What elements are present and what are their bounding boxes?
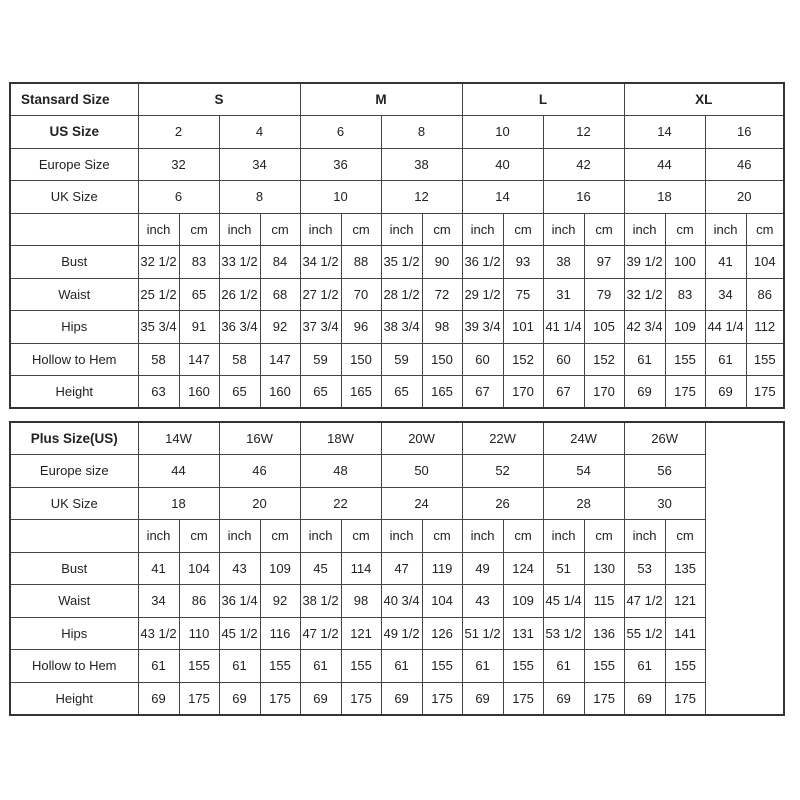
- blank-cell: [705, 487, 784, 520]
- unit-inch-cell: inch: [381, 213, 422, 246]
- measurement-cell: 38 1/2: [300, 585, 341, 618]
- measurement-cell: 147: [179, 343, 219, 376]
- measurement-cell: 72: [422, 278, 462, 311]
- unit-inch-cell: inch: [138, 520, 179, 553]
- measurement-cell: 37 3/4: [300, 311, 341, 344]
- measurement-cell: 92: [260, 585, 300, 618]
- blank-cell: [705, 682, 784, 715]
- us-size-cell: 10: [462, 116, 543, 149]
- measurement-cell: 121: [341, 617, 381, 650]
- measurement-cell: 105: [584, 311, 624, 344]
- measurement-cell: 26 1/2: [219, 278, 260, 311]
- measurement-cell: 86: [746, 278, 784, 311]
- measurement-cell: 170: [503, 376, 543, 409]
- europe-size-row: [10, 148, 784, 181]
- measurement-cell: 175: [665, 682, 705, 715]
- measurement-cell: 110: [179, 617, 219, 650]
- measurement-cell: 97: [584, 246, 624, 279]
- measurement-cell: 59: [381, 343, 422, 376]
- measurement-cell: 130: [584, 552, 624, 585]
- measurement-cell: 175: [503, 682, 543, 715]
- measurement-cell: 36 1/2: [462, 246, 503, 279]
- measurement-cell: 112: [746, 311, 784, 344]
- unit-inch-cell: inch: [219, 213, 260, 246]
- plus-size-header: Plus Size(US): [10, 422, 138, 455]
- measurement-cell: 35 3/4: [138, 311, 179, 344]
- measurement-cell: 88: [341, 246, 381, 279]
- plus-size-table: [9, 421, 785, 716]
- uk-size-label: UK Size: [10, 181, 138, 214]
- measurement-cell: 45: [300, 552, 341, 585]
- measurement-cell: 34: [705, 278, 746, 311]
- plus-europe-size-cell: 48: [300, 455, 381, 488]
- unit-cm-cell: cm: [665, 213, 705, 246]
- plus-unit-row: [10, 520, 784, 553]
- measurement-cell: 61: [624, 343, 665, 376]
- plus-europe-size-cell: 52: [462, 455, 543, 488]
- measurement-cell: 69: [624, 376, 665, 409]
- europe-size-cell: 34: [219, 148, 300, 181]
- measurement-cell: 61: [705, 343, 746, 376]
- measurement-cell: 121: [665, 585, 705, 618]
- measurement-label: Bust: [10, 246, 138, 279]
- size-group-cell: XL: [624, 83, 784, 116]
- measurement-label: Bust: [10, 552, 138, 585]
- unit-cm-cell: cm: [584, 520, 624, 553]
- europe-size-cell: 46: [705, 148, 784, 181]
- unit-inch-cell: inch: [300, 213, 341, 246]
- uk-size-cell: 12: [381, 181, 462, 214]
- unit-inch-cell: inch: [462, 213, 503, 246]
- measurement-cell: 47 1/2: [624, 585, 665, 618]
- measurement-cell: 65: [219, 376, 260, 409]
- measurement-cell: 155: [584, 650, 624, 683]
- us-size-cell: 16: [705, 116, 784, 149]
- measurement-cell: 51 1/2: [462, 617, 503, 650]
- us-size-cell: 6: [300, 116, 381, 149]
- unit-cm-cell: cm: [179, 213, 219, 246]
- measurement-cell: 86: [179, 585, 219, 618]
- measurement-label: Waist: [10, 585, 138, 618]
- measurement-label: Height: [10, 376, 138, 409]
- uk-size-cell: 18: [624, 181, 705, 214]
- measurement-cell: 90: [422, 246, 462, 279]
- measurement-cell: 65: [300, 376, 341, 409]
- measurement-cell: 59: [300, 343, 341, 376]
- measurement-cell: 60: [462, 343, 503, 376]
- size-group-cell: M: [300, 83, 462, 116]
- measurement-cell: 83: [665, 278, 705, 311]
- size-group-row: [10, 83, 784, 116]
- uk-size-row: [10, 181, 784, 214]
- measurement-cell: 38: [543, 246, 584, 279]
- measurement-cell: 135: [665, 552, 705, 585]
- plus-measurement-row: [10, 552, 784, 585]
- measurement-cell: 58: [219, 343, 260, 376]
- measurement-cell: 104: [746, 246, 784, 279]
- measurement-label: Hips: [10, 311, 138, 344]
- measurement-cell: 55 1/2: [624, 617, 665, 650]
- measurement-label: Hollow to Hem: [10, 343, 138, 376]
- measurement-cell: 45 1/4: [543, 585, 584, 618]
- measurement-cell: 47 1/2: [300, 617, 341, 650]
- measurement-label: Height: [10, 682, 138, 715]
- measurement-cell: 49 1/2: [381, 617, 422, 650]
- measurement-cell: 147: [260, 343, 300, 376]
- measurement-cell: 160: [179, 376, 219, 409]
- plus-measurement-row: [10, 585, 784, 618]
- blank-cell: [705, 422, 784, 455]
- measurement-row: [10, 246, 784, 279]
- measurement-cell: 69: [543, 682, 584, 715]
- measurement-cell: 91: [179, 311, 219, 344]
- plus-us-size-row: [10, 422, 784, 455]
- measurement-cell: 155: [746, 343, 784, 376]
- measurement-cell: 69: [300, 682, 341, 715]
- measurement-cell: 43: [462, 585, 503, 618]
- uk-size-cell: 6: [138, 181, 219, 214]
- measurement-cell: 104: [422, 585, 462, 618]
- measurement-cell: 165: [341, 376, 381, 409]
- measurement-cell: 119: [422, 552, 462, 585]
- measurement-cell: 170: [584, 376, 624, 409]
- unit-cm-cell: cm: [503, 213, 543, 246]
- measurement-cell: 32 1/2: [138, 246, 179, 279]
- plus-europe-size-cell: 54: [543, 455, 624, 488]
- measurement-cell: 61: [462, 650, 503, 683]
- unit-inch-cell: inch: [543, 213, 584, 246]
- measurement-cell: 175: [260, 682, 300, 715]
- measurement-cell: 31: [543, 278, 584, 311]
- measurement-cell: 101: [503, 311, 543, 344]
- measurement-cell: 116: [260, 617, 300, 650]
- measurement-cell: 34 1/2: [300, 246, 341, 279]
- measurement-cell: 136: [584, 617, 624, 650]
- measurement-cell: 69: [381, 682, 422, 715]
- measurement-cell: 39 1/2: [624, 246, 665, 279]
- us-size-cell: 2: [138, 116, 219, 149]
- measurement-cell: 65: [381, 376, 422, 409]
- measurement-cell: 43: [219, 552, 260, 585]
- plus-uk-size-cell: 24: [381, 487, 462, 520]
- measurement-cell: 41: [705, 246, 746, 279]
- measurement-cell: 41: [138, 552, 179, 585]
- measurement-cell: 41 1/4: [543, 311, 584, 344]
- measurement-cell: 109: [260, 552, 300, 585]
- europe-size-cell: 44: [624, 148, 705, 181]
- measurement-cell: 40 3/4: [381, 585, 422, 618]
- blank-cell: [705, 650, 784, 683]
- uk-size-cell: 16: [543, 181, 624, 214]
- measurement-row: [10, 343, 784, 376]
- plus-uk-size-row: [10, 487, 784, 520]
- measurement-cell: 36 1/4: [219, 585, 260, 618]
- measurement-cell: 67: [543, 376, 584, 409]
- uk-size-cell: 8: [219, 181, 300, 214]
- measurement-cell: 100: [665, 246, 705, 279]
- uk-size-cell: 10: [300, 181, 381, 214]
- measurement-cell: 124: [503, 552, 543, 585]
- plus-us-size-cell: 24W: [543, 422, 624, 455]
- blank-cell: [705, 455, 784, 488]
- measurement-cell: 65: [179, 278, 219, 311]
- measurement-cell: 47: [381, 552, 422, 585]
- standard-size-header: Stansard Size: [10, 83, 138, 116]
- unit-inch-cell: inch: [624, 520, 665, 553]
- measurement-cell: 98: [422, 311, 462, 344]
- plus-uk-size-cell: 28: [543, 487, 624, 520]
- unit-inch-cell: inch: [300, 520, 341, 553]
- measurement-cell: 83: [179, 246, 219, 279]
- plus-uk-size-cell: 20: [219, 487, 300, 520]
- unit-cm-cell: cm: [260, 213, 300, 246]
- plus-uk-size-cell: 22: [300, 487, 381, 520]
- plus-europe-size-label: Europe size: [10, 455, 138, 488]
- plus-uk-size-cell: 26: [462, 487, 543, 520]
- unit-cm-cell: cm: [746, 213, 784, 246]
- measurement-cell: 114: [341, 552, 381, 585]
- measurement-cell: 155: [422, 650, 462, 683]
- unit-label-blank: [10, 213, 138, 246]
- measurement-label: Hips: [10, 617, 138, 650]
- measurement-cell: 42 3/4: [624, 311, 665, 344]
- unit-inch-cell: inch: [381, 520, 422, 553]
- measurement-cell: 61: [543, 650, 584, 683]
- plus-us-size-cell: 26W: [624, 422, 705, 455]
- measurement-cell: 155: [503, 650, 543, 683]
- measurement-cell: 61: [300, 650, 341, 683]
- uk-size-cell: 14: [462, 181, 543, 214]
- measurement-cell: 28 1/2: [381, 278, 422, 311]
- measurement-cell: 58: [138, 343, 179, 376]
- europe-size-cell: 32: [138, 148, 219, 181]
- measurement-cell: 53 1/2: [543, 617, 584, 650]
- unit-label-blank: [10, 520, 138, 553]
- us-size-cell: 14: [624, 116, 705, 149]
- unit-cm-cell: cm: [665, 520, 705, 553]
- measurement-cell: 175: [665, 376, 705, 409]
- measurement-label: Hollow to Hem: [10, 650, 138, 683]
- blank-cell: [705, 617, 784, 650]
- measurement-cell: 38 3/4: [381, 311, 422, 344]
- plus-uk-size-cell: 30: [624, 487, 705, 520]
- measurement-cell: 155: [665, 343, 705, 376]
- us-size-label: US Size: [10, 116, 138, 149]
- unit-cm-cell: cm: [341, 520, 381, 553]
- measurement-cell: 155: [179, 650, 219, 683]
- plus-europe-size-cell: 50: [381, 455, 462, 488]
- unit-cm-cell: cm: [584, 213, 624, 246]
- plus-measurement-row: [10, 682, 784, 715]
- measurement-cell: 25 1/2: [138, 278, 179, 311]
- measurement-cell: 29 1/2: [462, 278, 503, 311]
- unit-row: [10, 213, 784, 246]
- unit-cm-cell: cm: [260, 520, 300, 553]
- blank-cell: [705, 520, 784, 553]
- europe-size-cell: 36: [300, 148, 381, 181]
- unit-cm-cell: cm: [341, 213, 381, 246]
- unit-cm-cell: cm: [503, 520, 543, 553]
- europe-size-label: Europe Size: [10, 148, 138, 181]
- measurement-cell: 98: [341, 585, 381, 618]
- measurement-cell: 61: [138, 650, 179, 683]
- plus-europe-size-cell: 56: [624, 455, 705, 488]
- plus-us-size-cell: 16W: [219, 422, 300, 455]
- plus-us-size-cell: 14W: [138, 422, 219, 455]
- measurement-cell: 51: [543, 552, 584, 585]
- plus-us-size-cell: 20W: [381, 422, 462, 455]
- plus-europe-size-row: [10, 455, 784, 488]
- measurement-cell: 75: [503, 278, 543, 311]
- measurement-cell: 60: [543, 343, 584, 376]
- unit-cm-cell: cm: [422, 520, 462, 553]
- plus-uk-size-cell: 18: [138, 487, 219, 520]
- plus-measurement-row: [10, 650, 784, 683]
- unit-inch-cell: inch: [138, 213, 179, 246]
- measurement-cell: 33 1/2: [219, 246, 260, 279]
- measurement-cell: 152: [584, 343, 624, 376]
- measurement-row: [10, 376, 784, 409]
- unit-inch-cell: inch: [219, 520, 260, 553]
- measurement-cell: 155: [260, 650, 300, 683]
- unit-inch-cell: inch: [462, 520, 503, 553]
- measurement-cell: 69: [138, 682, 179, 715]
- measurement-cell: 84: [260, 246, 300, 279]
- measurement-label: Waist: [10, 278, 138, 311]
- measurement-cell: 141: [665, 617, 705, 650]
- measurement-cell: 61: [624, 650, 665, 683]
- measurement-cell: 79: [584, 278, 624, 311]
- measurement-cell: 150: [422, 343, 462, 376]
- measurement-cell: 35 1/2: [381, 246, 422, 279]
- blank-cell: [705, 552, 784, 585]
- measurement-cell: 175: [746, 376, 784, 409]
- measurement-cell: 155: [665, 650, 705, 683]
- measurement-cell: 39 3/4: [462, 311, 503, 344]
- measurement-cell: 115: [584, 585, 624, 618]
- measurement-cell: 96: [341, 311, 381, 344]
- measurement-cell: 63: [138, 376, 179, 409]
- blank-cell: [705, 585, 784, 618]
- measurement-cell: 69: [705, 376, 746, 409]
- measurement-cell: 93: [503, 246, 543, 279]
- unit-inch-cell: inch: [705, 213, 746, 246]
- uk-size-cell: 20: [705, 181, 784, 214]
- measurement-cell: 69: [624, 682, 665, 715]
- us-size-cell: 8: [381, 116, 462, 149]
- measurement-cell: 27 1/2: [300, 278, 341, 311]
- measurement-cell: 126: [422, 617, 462, 650]
- europe-size-cell: 42: [543, 148, 624, 181]
- measurement-cell: 109: [665, 311, 705, 344]
- measurement-cell: 150: [341, 343, 381, 376]
- measurement-cell: 175: [584, 682, 624, 715]
- measurement-cell: 165: [422, 376, 462, 409]
- measurement-cell: 45 1/2: [219, 617, 260, 650]
- measurement-cell: 109: [503, 585, 543, 618]
- measurement-cell: 53: [624, 552, 665, 585]
- measurement-cell: 92: [260, 311, 300, 344]
- unit-inch-cell: inch: [624, 213, 665, 246]
- measurement-cell: 175: [179, 682, 219, 715]
- measurement-cell: 175: [422, 682, 462, 715]
- plus-europe-size-cell: 44: [138, 455, 219, 488]
- measurement-cell: 44 1/4: [705, 311, 746, 344]
- measurement-cell: 104: [179, 552, 219, 585]
- measurement-cell: 61: [381, 650, 422, 683]
- measurement-cell: 152: [503, 343, 543, 376]
- standard-size-table: [9, 82, 785, 409]
- europe-size-cell: 38: [381, 148, 462, 181]
- plus-us-size-cell: 18W: [300, 422, 381, 455]
- plus-uk-size-label: UK Size: [10, 487, 138, 520]
- measurement-cell: 69: [462, 682, 503, 715]
- measurement-cell: 68: [260, 278, 300, 311]
- measurement-cell: 43 1/2: [138, 617, 179, 650]
- measurement-row: [10, 278, 784, 311]
- us-size-cell: 12: [543, 116, 624, 149]
- size-group-cell: S: [138, 83, 300, 116]
- measurement-cell: 160: [260, 376, 300, 409]
- plus-us-size-cell: 22W: [462, 422, 543, 455]
- measurement-cell: 34: [138, 585, 179, 618]
- plus-europe-size-cell: 46: [219, 455, 300, 488]
- measurement-cell: 49: [462, 552, 503, 585]
- measurement-cell: 67: [462, 376, 503, 409]
- measurement-cell: 131: [503, 617, 543, 650]
- unit-inch-cell: inch: [543, 520, 584, 553]
- europe-size-cell: 40: [462, 148, 543, 181]
- size-group-cell: L: [462, 83, 624, 116]
- measurement-cell: 155: [341, 650, 381, 683]
- measurement-cell: 70: [341, 278, 381, 311]
- measurement-row: [10, 311, 784, 344]
- measurement-cell: 175: [341, 682, 381, 715]
- unit-cm-cell: cm: [422, 213, 462, 246]
- us-size-row: [10, 116, 784, 149]
- measurement-cell: 61: [219, 650, 260, 683]
- us-size-cell: 4: [219, 116, 300, 149]
- measurement-cell: 36 3/4: [219, 311, 260, 344]
- measurement-cell: 32 1/2: [624, 278, 665, 311]
- measurement-cell: 69: [219, 682, 260, 715]
- unit-cm-cell: cm: [179, 520, 219, 553]
- plus-measurement-row: [10, 617, 784, 650]
